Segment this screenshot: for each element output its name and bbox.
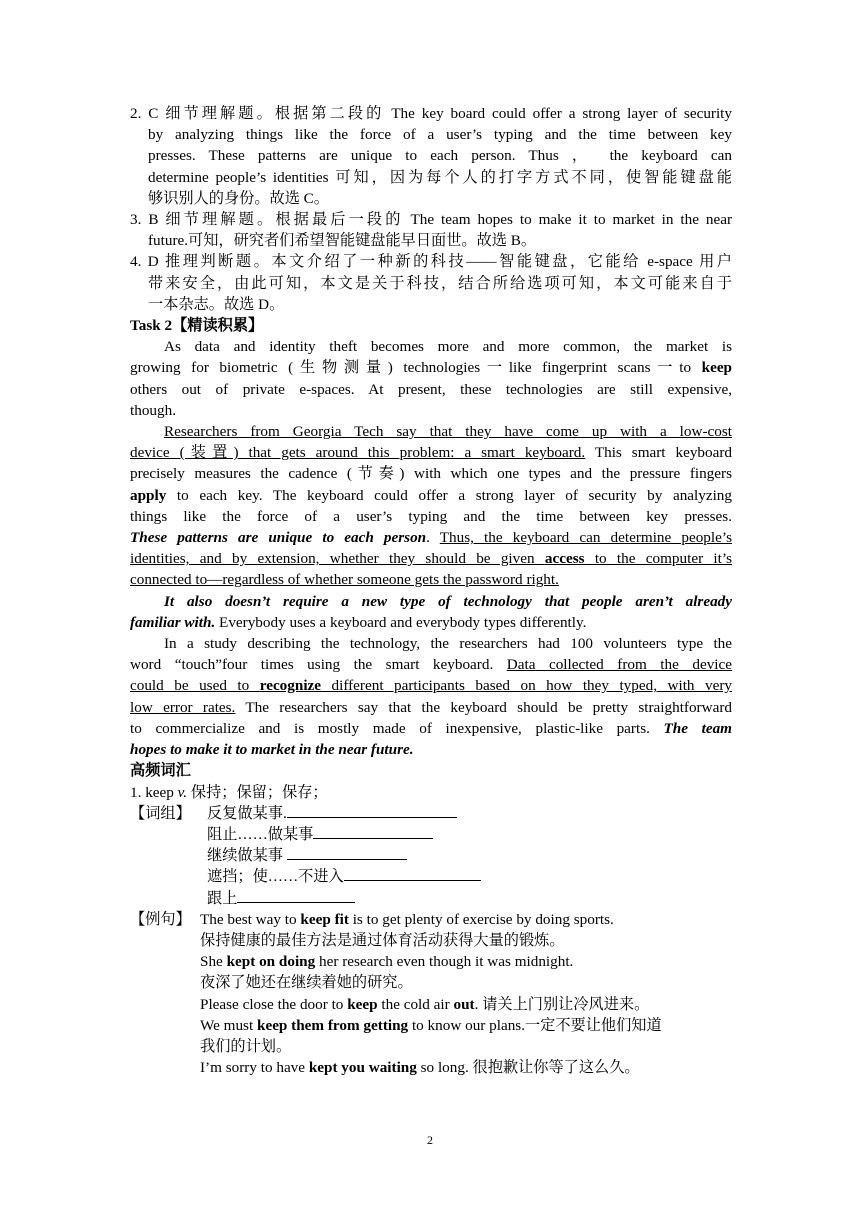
paragraph-4: [130, 633, 732, 760]
text-line: could be used to recognize different participants based on how they typed, with very: [130, 677, 732, 695]
phrase-row: 跟上: [130, 888, 732, 909]
fill-blank[interactable]: [237, 888, 355, 903]
answer-2: [130, 103, 732, 209]
example-translation: 夜深了她还在继续着她的研究。: [200, 974, 413, 992]
text-line: determine people’s identities 可知，因为每个人的打字方式不同，使智能键盘能: [148, 168, 732, 186]
phrase-row: 遮挡；使……不进入: [130, 866, 732, 887]
page-number: 2: [427, 1133, 433, 1147]
text-line: In a study describing the technology, the researchers had 100 volunteers type the: [164, 635, 732, 653]
section-heading: Task 2【精读积累】: [130, 317, 264, 335]
text-line: growing for biometric (生物测量) technologies一like fingerprint scans一to keep: [130, 359, 732, 377]
example-row: She kept on doing her research even though it was midnight.: [200, 953, 574, 971]
keyword: recognize: [259, 677, 322, 695]
text-line: presses. These patterns are unique to each person. Thus ， the keyboard can: [148, 147, 732, 165]
phrase-group-label: 【词组】: [130, 804, 191, 822]
text-line: though.: [130, 401, 176, 419]
document-page: [130, 103, 732, 1078]
vocab-headword: 1. keep v. 保持；保留；保存；: [130, 783, 328, 801]
text-line: future.可知，研究者们希望智能键盘能早日面世。故选 B。: [148, 232, 537, 250]
text-line: apply to each key. The keyboard could offer a strong layer of security by analyzing: [130, 486, 732, 504]
text-line: others out of private e-spaces. At present, these technologies are still expensive,: [130, 380, 732, 398]
fill-blank[interactable]: [287, 803, 457, 818]
phrase-row: 【词组】 反复做某事.: [130, 803, 732, 824]
text-line: These patterns are unique to each person. Thus, the keyboard can determine people’s: [130, 529, 732, 547]
text-line: 2. C 细节理解题。根据第二段的 The key board could offer a strong layer of security: [130, 105, 732, 122]
phrase-row: 阻止……做某事: [130, 824, 732, 845]
answer-3: [130, 209, 732, 251]
example-translation: 保持健康的最佳方法是通过体育活动获得大量的锻炼。: [200, 931, 565, 949]
text-line: things like the force of a user’s typing and the time between key presses.: [130, 507, 732, 525]
keyword: apply: [130, 486, 167, 504]
text-line: word “touch”four times using the smart keyboard. Data collected from the device: [130, 656, 733, 674]
paragraph-2: [130, 421, 732, 591]
example-row: I’m sorry to have kept you waiting so long. 很抱歉让你等了这么久。: [200, 1059, 640, 1077]
text-line: 带来安全，由此可知，本文是关于科技，结合所给选项可知，本文可能来自于: [148, 274, 732, 292]
text-line: 3. B 细节理解题。根据最后一段的 The team hopes to make it to market in the near: [130, 211, 732, 229]
vocab-heading: 高频词汇: [130, 762, 191, 780]
text-line: precisely measures the cadence (节奏) with which one types and the pressure fingers: [130, 465, 732, 483]
text-line: familiar with. Everybody uses a keyboard and everybody types differently.: [130, 613, 587, 631]
keyword: access: [544, 550, 585, 568]
fill-blank[interactable]: [344, 866, 481, 881]
text-line: device (装置) that gets around this problem: a smart keyboard. This smart keyboard: [130, 444, 732, 462]
text-line: 4. D 推理判断题。本文介绍了一种新的科技——智能键盘，它能给 e-space 用户: [130, 253, 732, 271]
paragraph-1: [130, 336, 732, 421]
text-line: to commercialize and is mostly made of inexpensive, plastic-like parts. The team: [130, 719, 732, 737]
text-line: connected to—regardless of whether someone gets the password right.: [130, 571, 559, 589]
text-line: It also doesn’t require a new type of technology that people aren’t already: [164, 592, 732, 610]
text-line: Researchers from Georgia Tech say that they have come up with a low-cost: [164, 423, 732, 441]
vocab-entry-keep: [130, 782, 732, 1079]
answer-4: [130, 251, 732, 315]
text-line: 一本杂志。故选 D。: [148, 295, 285, 313]
paragraph-3: [130, 591, 732, 633]
example-row: We must keep them from getting to know our plans.一定不要让他们知道: [200, 1016, 662, 1034]
example-label: 【例句】: [130, 910, 191, 928]
example-translation: 我们的计划。: [200, 1037, 292, 1055]
example-row: Please close the door to keep the cold air out. 请关上门别让冷风进来。: [200, 995, 650, 1013]
keyword: keep: [701, 359, 732, 377]
text-line: identities, and by extension, whether they should be given access to the computer it’s: [130, 550, 732, 568]
phrase-row: 继续做某事: [130, 845, 732, 866]
fill-blank[interactable]: [313, 824, 433, 839]
text-line: 够识别人的身份。故选 C。: [148, 189, 329, 207]
example-row: 【例句】 The best way to keep fit is to get plenty of exercise by doing sports.: [130, 909, 732, 930]
text-line: low error rates. The researchers say that the keyboard should be pretty straightforward: [130, 698, 732, 716]
fill-blank[interactable]: [287, 845, 407, 860]
text-line: by analyzing things like the force of a user’s typing and the time between key: [148, 126, 732, 144]
text-line: As data and identity theft becomes more and more common, the market is: [164, 338, 732, 356]
text-line: hopes to make it to market in the near future.: [130, 741, 414, 759]
